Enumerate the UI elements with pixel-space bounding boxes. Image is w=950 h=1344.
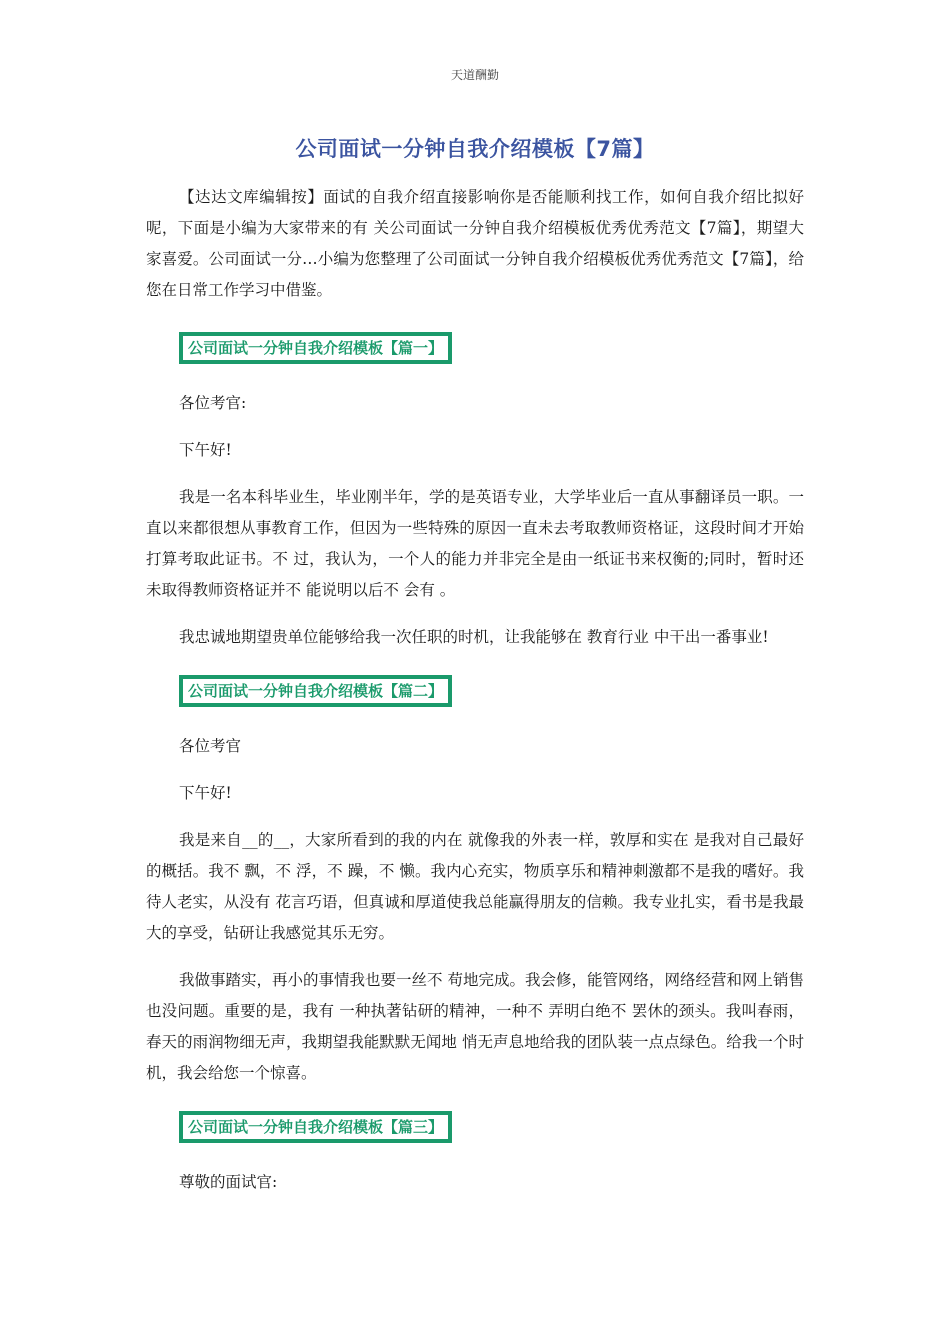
greeting-paragraph: 各位考官: [179, 394, 247, 412]
document-title: 公司面试一分钟自我介绍模板【7篇】 [295, 137, 655, 161]
salutation-paragraph: 下午好! [179, 784, 232, 802]
section-heading: 公司面试一分钟自我介绍模板【篇一】 [179, 332, 452, 364]
section-heading: 公司面试一分钟自我介绍模板【篇二】 [179, 675, 452, 707]
greeting-paragraph: 尊敬的面试官: [179, 1173, 278, 1191]
intro-paragraph: 【达达文库编辑按】面试的自我介绍直接影响你是否能顺利找工作，如何自我介绍比拟好呢，下面是小编为大家带来的有 关公司面试一分钟自我介绍模板优秀优秀范文【7篇】，期望大家喜爱。公司面试一分…小编为您整理了公司面试一分钟自我介绍模板优秀优秀范文【7篇】，给您在日常工作学习中借鉴。 [146, 188, 804, 299]
greeting-paragraph: 各位考官 [179, 737, 242, 755]
body-paragraph: 我做事踏实，再小的事情我也要一丝不 苟地完成。我会修，能管网络，网络经营和网上销售也没问题。重要的是，我有 一种执著钻研的精神，一种不 弄明白绝不 罢休的颈头。我叫春雨，春天的雨润物细无声，我期望我能默默无闻地 悄无声息地给我的团队装一点点绿色。给我一个时机，我会给您一个惊喜。 [146, 971, 804, 1082]
salutation-paragraph: 下午好! [179, 441, 232, 459]
running-header: 天道酬勤 [450, 68, 499, 82]
body-paragraph: 我是来自__的__，大家所看到的我的内在 就像我的外表一样，敦厚和实在 是我对自己最好的概括。我不 飘，不 浮，不 躁，不 懒。我内心充实，物质享乐和精神刺激都不是我的嗜好。我待人老实，从没有 花言巧语，但真诚和厚道使我总能赢得朋友的信赖。我专业扎实，看书是我最大的享受，钻研让我感觉其乐无穷。 [146, 831, 804, 942]
section-2 [146, 675, 804, 1089]
body-paragraph: 我是一名本科毕业生，毕业刚半年，学的是英语专业，大学毕业后一直从事翻译员一职。一直以来都很想从事教育工作，但因为一些特殊的原因一直未去考取教师资格证，这段时间才开始打算考取此证书。不 过，我认为，一个人的能力并非完全是由一纸证书来权衡的;同时，暂时还未取得教师资格证并不 能说明以后不 会有 。 [146, 488, 804, 599]
document-body [146, 182, 804, 1214]
section-3 [146, 1111, 804, 1198]
body-paragraph: 我忠诚地期望贵单位能够给我一次任职的时机，让我能够在 教育行业 中干出一番事业! [179, 628, 769, 646]
section-1 [146, 332, 804, 653]
section-heading: 公司面试一分钟自我介绍模板【篇三】 [179, 1111, 452, 1143]
